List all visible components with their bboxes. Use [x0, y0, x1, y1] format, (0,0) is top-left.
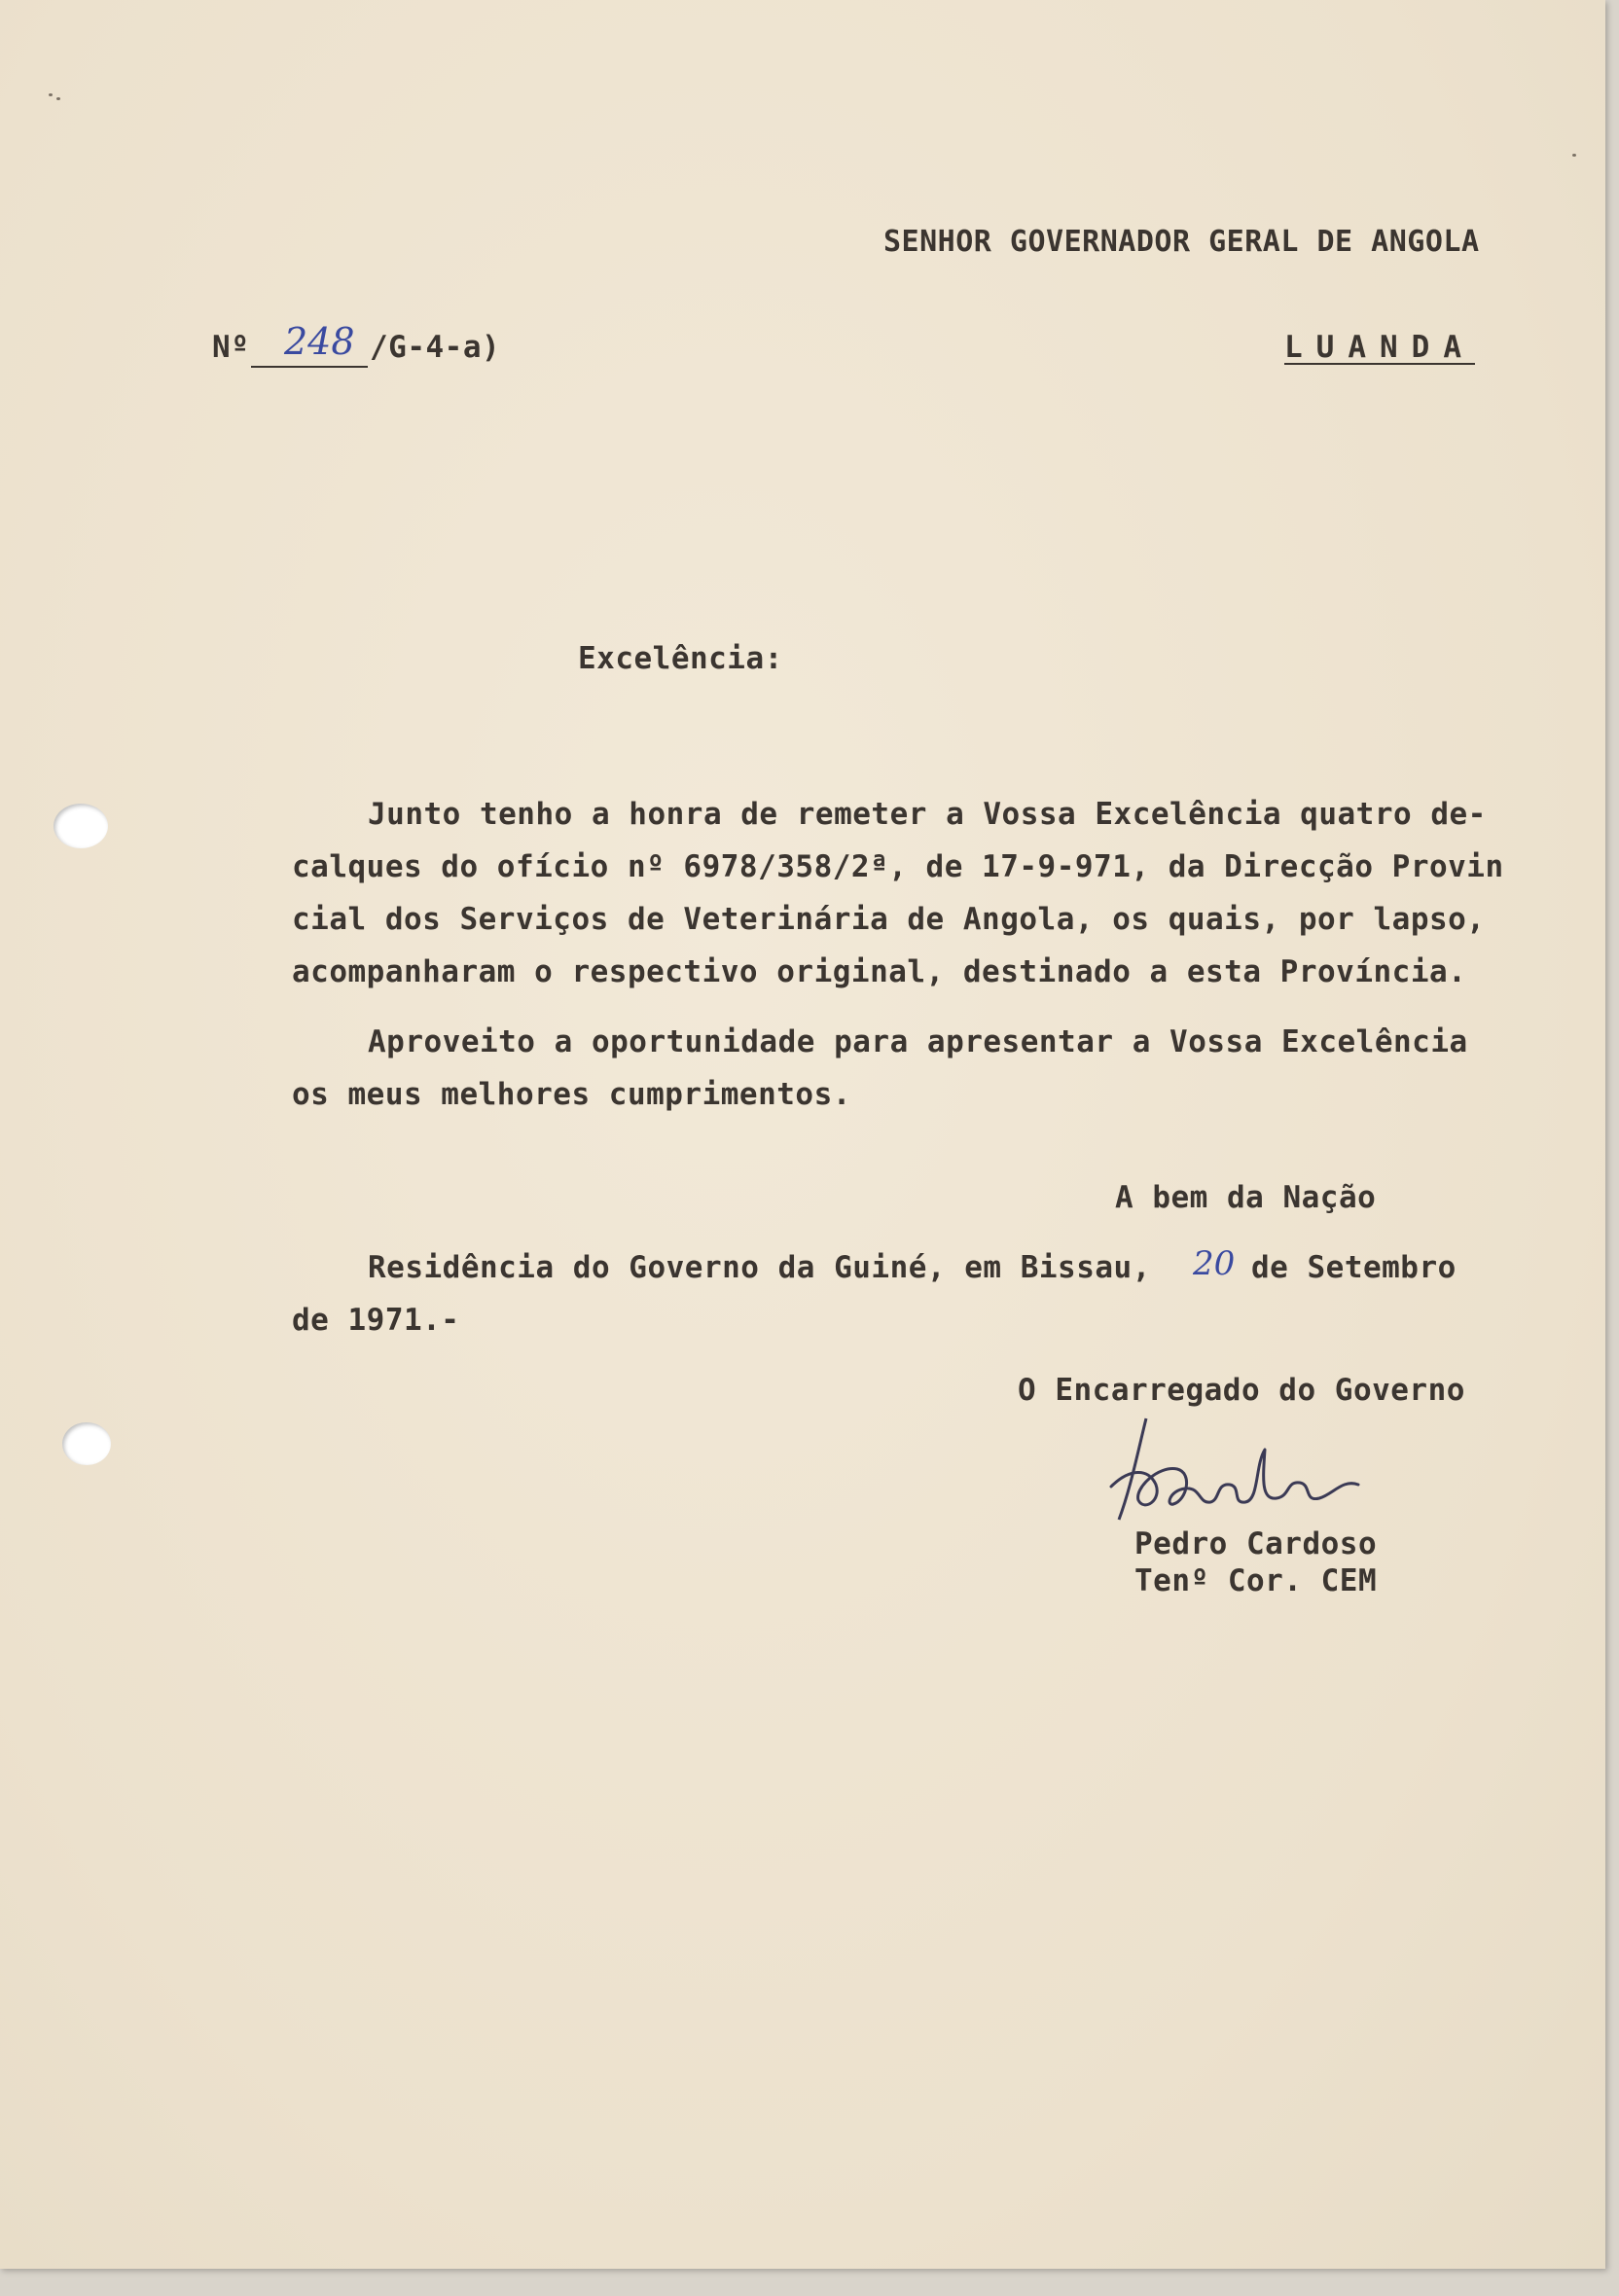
handwritten-signature: [1109, 1411, 1421, 1527]
paragraph-2-line: os meus melhores cumprimentos.: [292, 1077, 851, 1112]
place-date-line-2: de 1971.-: [292, 1303, 460, 1338]
paragraph-1-line: Junto tenho a honra de remeter a Vossa Excelência quatro de-: [368, 797, 1487, 832]
signatory-title: O Encarregado do Governo: [1018, 1373, 1465, 1408]
date-day-handwritten: 20: [1193, 1244, 1236, 1283]
reference-underline: [251, 366, 368, 368]
signatory-name: Pedro Cardoso: [1134, 1526, 1378, 1561]
paper-speck: [49, 93, 53, 96]
destination-city: LUANDA: [1284, 330, 1475, 365]
paragraph-1-line: cial dos Serviços de Veterinária de Angola, os quais, por lapso,: [292, 902, 1486, 937]
paragraph-1-line: acompanharam o respectivo original, destinado a esta Província.: [292, 954, 1467, 989]
reference-suffix: /G-4-a): [370, 330, 501, 365]
paragraph-1-line: calques do ofício nº 6978/358/2ª, de 17-9-971, da Direcção Provin: [292, 849, 1504, 884]
paper-speck: [56, 97, 60, 100]
paper-speck: [1572, 154, 1576, 157]
reference-number-handwritten: 248: [284, 320, 355, 363]
signatory-rank: Tenº Cor. CEM: [1134, 1563, 1378, 1598]
salutation: Excelência:: [578, 641, 783, 676]
addressee-line: SENHOR GOVERNADOR GERAL DE ANGOLA: [883, 225, 1480, 259]
place-date-line-start: Residência do Governo da Guiné, em Bissau,: [368, 1250, 1151, 1285]
closing-formula: A bem da Nação: [1115, 1180, 1377, 1215]
paragraph-2-line: Aproveito a oportunidade para apresentar a Vossa Excelência: [368, 1024, 1468, 1059]
reference-prefix: Nº: [212, 330, 250, 365]
punch-hole-bottom: [62, 1422, 111, 1465]
punch-hole-top: [54, 804, 108, 848]
place-date-line-end: de Setembro: [1251, 1250, 1457, 1285]
